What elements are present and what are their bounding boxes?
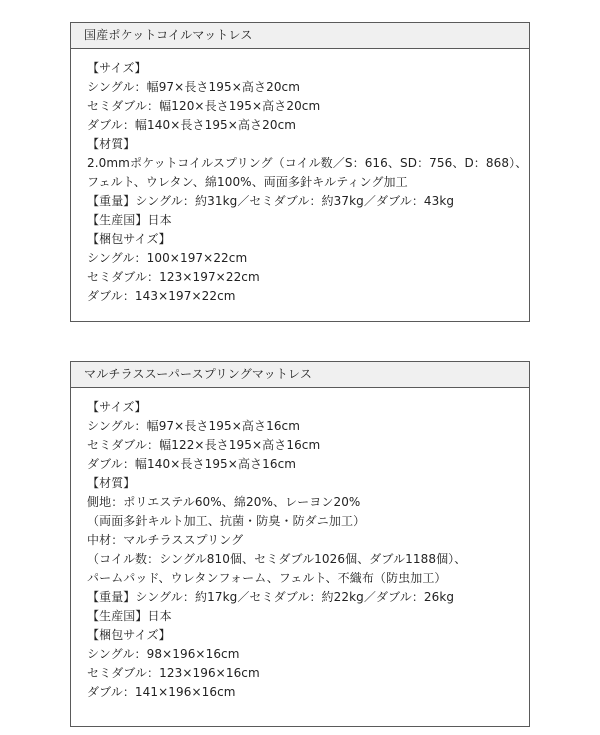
spec-line: シングル：幅97×長さ195×高さ20cm xyxy=(87,80,301,94)
spec-line: セミダブル：幅120×長さ195×高さ20cm xyxy=(87,99,321,113)
spec-line: ダブル：141×196×16cm xyxy=(87,685,236,699)
spec-list xyxy=(71,49,529,306)
spec-line: 2.0mmポケットコイルスプリング（コイル数／S：616、SD：756、D：868）、 xyxy=(87,156,528,170)
spec-line: 【サイズ】 xyxy=(87,400,147,414)
spec-line: パームパッド、ウレタンフォーム、フェルト、不織布（防虫加工） xyxy=(87,571,447,585)
spec-list xyxy=(71,388,529,702)
spec-line: 【重量】シングル：約17kg／セミダブル：約22kg／ダブル：26kg xyxy=(87,590,455,604)
spec-line: フェルト、ウレタン、綿100%、両面多針キルティング加工 xyxy=(87,175,408,189)
spec-line: シングル：幅97×長さ195×高さ16cm xyxy=(87,419,301,433)
spec-box-title: マルチラススーパースプリングマットレス xyxy=(71,362,529,388)
spec-line: セミダブル：幅122×長さ195×高さ16cm xyxy=(87,438,321,452)
spec-line: （コイル数：シングル810個、セミダブル1026個、ダブル1188個）、 xyxy=(87,552,467,566)
spec-line: 【重量】シングル：約31kg／セミダブル：約37kg／ダブル：43kg xyxy=(87,194,455,208)
spec-box-title: 国産ポケットコイルマットレス xyxy=(71,23,529,49)
spec-line: ダブル：143×197×22cm xyxy=(87,289,236,303)
spec-line: 【生産国】日本 xyxy=(87,609,172,623)
spec-line: 【梱包サイズ】 xyxy=(87,232,171,246)
spec-line: シングル：100×197×22cm xyxy=(87,251,248,265)
spec-line: 【サイズ】 xyxy=(87,61,147,75)
spec-line: ダブル：幅140×長さ195×高さ20cm xyxy=(87,118,297,132)
spec-line: セミダブル：123×197×22cm xyxy=(87,270,260,284)
spec-line: 【梱包サイズ】 xyxy=(87,628,171,642)
spec-box-multi-spring-mattress xyxy=(70,361,530,727)
spec-line: 【材質】 xyxy=(87,476,136,490)
spec-box-pocket-coil-mattress xyxy=(70,22,530,322)
spec-line: 【生産国】日本 xyxy=(87,213,172,227)
spec-line: ダブル：幅140×長さ195×高さ16cm xyxy=(87,457,297,471)
spec-line: セミダブル：123×196×16cm xyxy=(87,666,260,680)
spec-line: 側地：ポリエステル60%、綿20%、レーヨン20% xyxy=(87,495,361,509)
spec-line: （両面多針キルト加工、抗菌・防臭・防ダニ加工） xyxy=(87,514,366,528)
spec-line: シングル：98×196×16cm xyxy=(87,647,240,661)
spec-line: 【材質】 xyxy=(87,137,136,151)
spec-line: 中材：マルチラススプリング xyxy=(87,533,244,547)
